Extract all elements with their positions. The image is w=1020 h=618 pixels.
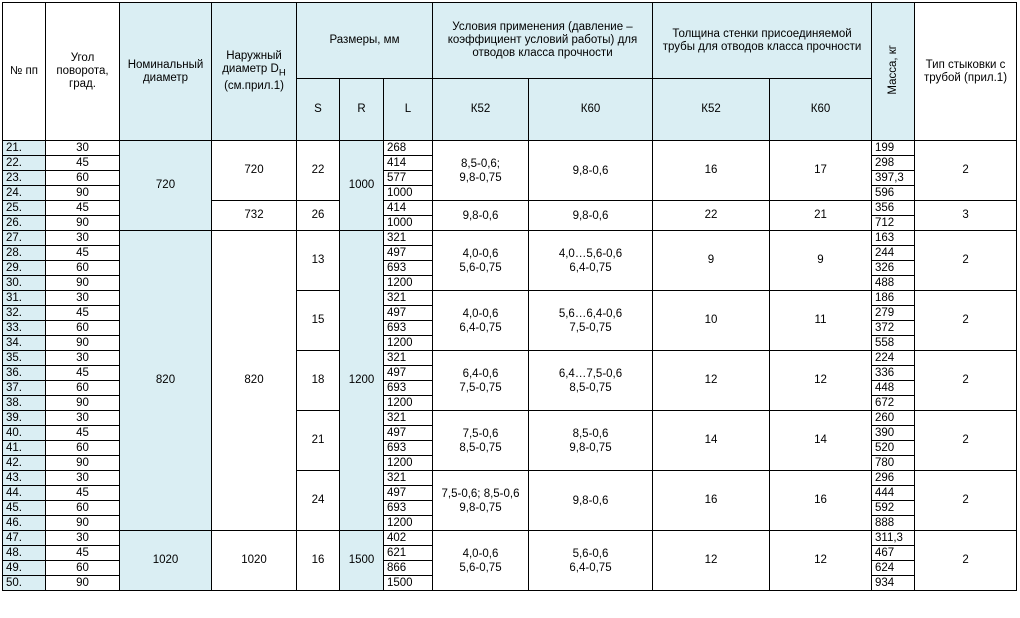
mass-cell: 712 xyxy=(872,216,915,231)
row-number: 22. xyxy=(3,156,46,171)
row-number: 49. xyxy=(3,561,46,576)
mass-cell: 296 xyxy=(872,471,915,486)
thick-k60-cell: 9 xyxy=(770,231,872,291)
table-row xyxy=(3,531,1017,546)
l-cell: 1200 xyxy=(384,456,433,471)
mass-cell: 326 xyxy=(872,261,915,276)
s-cell: 18 xyxy=(297,351,340,411)
row-number: 24. xyxy=(3,186,46,201)
cond-k60-cell: 6,4…7,5-0,6 8,5-0,75 xyxy=(529,351,653,411)
thick-k52-cell: 16 xyxy=(653,141,770,201)
nominal-diameter-cell: 820 xyxy=(120,231,212,531)
l-cell: 1200 xyxy=(384,516,433,531)
r-cell: 1500 xyxy=(340,531,384,591)
header-sizes: Размеры, мм xyxy=(297,3,433,79)
row-number: 48. xyxy=(3,546,46,561)
l-cell: 1200 xyxy=(384,396,433,411)
thick-k52-cell: 12 xyxy=(653,531,770,591)
cond-k52-cell: 4,0-0,6 5,6-0,75 xyxy=(433,531,529,591)
angle-cell: 45 xyxy=(46,246,120,261)
thick-k60-cell: 21 xyxy=(770,201,872,231)
r-cell: 1200 xyxy=(340,231,384,531)
header-thick-k52: К52 xyxy=(653,79,770,141)
angle-cell: 90 xyxy=(46,396,120,411)
table-row xyxy=(3,141,1017,156)
row-number: 23. xyxy=(3,171,46,186)
mass-cell: 558 xyxy=(872,336,915,351)
mass-cell: 279 xyxy=(872,306,915,321)
joint-type-cell: 3 xyxy=(915,201,1017,231)
header-r: R xyxy=(340,79,384,141)
l-cell: 693 xyxy=(384,381,433,396)
mass-cell: 298 xyxy=(872,156,915,171)
joint-type-cell: 2 xyxy=(915,471,1017,531)
cond-k60-cell: 9,8-0,6 xyxy=(529,141,653,201)
thick-k52-cell: 12 xyxy=(653,351,770,411)
cond-k60-cell: 9,8-0,6 xyxy=(529,471,653,531)
l-cell: 621 xyxy=(384,546,433,561)
angle-cell: 90 xyxy=(46,576,120,591)
l-cell: 414 xyxy=(384,201,433,216)
mass-cell: 390 xyxy=(872,426,915,441)
joint-type-cell: 2 xyxy=(915,141,1017,201)
l-cell: 866 xyxy=(384,561,433,576)
cond-k60-cell: 9,8-0,6 xyxy=(529,201,653,231)
outer-diameter-cell: 720 xyxy=(212,141,297,201)
cond-k52-cell: 7,5-0,6 8,5-0,75 xyxy=(433,411,529,471)
angle-cell: 45 xyxy=(46,201,120,216)
thick-k52-cell: 16 xyxy=(653,471,770,531)
angle-cell: 30 xyxy=(46,411,120,426)
angle-cell: 45 xyxy=(46,486,120,501)
row-number: 40. xyxy=(3,426,46,441)
mass-cell: 448 xyxy=(872,381,915,396)
mass-cell: 592 xyxy=(872,501,915,516)
l-cell: 497 xyxy=(384,366,433,381)
row-number: 26. xyxy=(3,216,46,231)
mass-cell: 244 xyxy=(872,246,915,261)
cond-k52-cell: 4,0-0,6 6,4-0,75 xyxy=(433,291,529,351)
cond-k52-cell: 7,5-0,6; 8,5-0,6 9,8-0,75 xyxy=(433,471,529,531)
mass-cell: 163 xyxy=(872,231,915,246)
s-cell: 21 xyxy=(297,411,340,471)
mass-cell: 336 xyxy=(872,366,915,381)
joint-type-cell: 2 xyxy=(915,231,1017,291)
thick-k60-cell: 16 xyxy=(770,471,872,531)
mass-cell: 934 xyxy=(872,576,915,591)
s-cell: 26 xyxy=(297,201,340,231)
mass-cell: 780 xyxy=(872,456,915,471)
angle-cell: 45 xyxy=(46,546,120,561)
angle-cell: 30 xyxy=(46,141,120,156)
mass-cell: 397,3 xyxy=(872,171,915,186)
angle-cell: 60 xyxy=(46,501,120,516)
thick-k60-cell: 11 xyxy=(770,291,872,351)
header-thick-k60: К60 xyxy=(770,79,872,141)
row-number: 44. xyxy=(3,486,46,501)
row-number: 32. xyxy=(3,306,46,321)
mass-cell: 488 xyxy=(872,276,915,291)
angle-cell: 45 xyxy=(46,366,120,381)
s-cell: 24 xyxy=(297,471,340,531)
l-cell: 497 xyxy=(384,426,433,441)
angle-cell: 45 xyxy=(46,426,120,441)
header-no: № пп xyxy=(3,3,46,141)
row-number: 33. xyxy=(3,321,46,336)
s-cell: 22 xyxy=(297,141,340,201)
header-conditions: Условия применения (давление – коэффициент условий работы) для отводов класса прочности xyxy=(433,3,653,79)
angle-cell: 60 xyxy=(46,561,120,576)
row-number: 28. xyxy=(3,246,46,261)
row-number: 35. xyxy=(3,351,46,366)
row-number: 42. xyxy=(3,456,46,471)
row-number: 36. xyxy=(3,366,46,381)
s-cell: 15 xyxy=(297,291,340,351)
header-angle: Угол поворота, град. xyxy=(46,3,120,141)
thick-k60-cell: 14 xyxy=(770,411,872,471)
l-cell: 577 xyxy=(384,171,433,186)
l-cell: 321 xyxy=(384,471,433,486)
row-number: 45. xyxy=(3,501,46,516)
thick-k52-cell: 22 xyxy=(653,201,770,231)
header-wall-thickness: Толщина стенки присоединяемой трубы для отводов класса прочности xyxy=(653,3,872,79)
angle-cell: 90 xyxy=(46,216,120,231)
thick-k60-cell: 12 xyxy=(770,351,872,411)
l-cell: 1500 xyxy=(384,576,433,591)
angle-cell: 60 xyxy=(46,381,120,396)
angle-cell: 90 xyxy=(46,456,120,471)
angle-cell: 45 xyxy=(46,306,120,321)
joint-type-cell: 2 xyxy=(915,411,1017,471)
mass-cell: 356 xyxy=(872,201,915,216)
angle-cell: 90 xyxy=(46,516,120,531)
mass-cell: 596 xyxy=(872,186,915,201)
angle-cell: 30 xyxy=(46,531,120,546)
angle-cell: 60 xyxy=(46,171,120,186)
cond-k52-cell: 8,5-0,6; 9,8-0,75 xyxy=(433,141,529,201)
fittings-table xyxy=(2,2,1017,591)
cond-k60-cell: 4,0…5,6-0,6 6,4-0,75 xyxy=(529,231,653,291)
angle-cell: 60 xyxy=(46,441,120,456)
l-cell: 497 xyxy=(384,246,433,261)
row-number: 29. xyxy=(3,261,46,276)
s-cell: 13 xyxy=(297,231,340,291)
mass-cell: 186 xyxy=(872,291,915,306)
row-number: 30. xyxy=(3,276,46,291)
row-number: 50. xyxy=(3,576,46,591)
row-number: 43. xyxy=(3,471,46,486)
angle-cell: 30 xyxy=(46,351,120,366)
cond-k60-cell: 5,6-0,6 6,4-0,75 xyxy=(529,531,653,591)
angle-cell: 60 xyxy=(46,321,120,336)
thick-k60-cell: 17 xyxy=(770,141,872,201)
thick-k52-cell: 9 xyxy=(653,231,770,291)
outer-diameter-cell: 820 xyxy=(212,231,297,531)
angle-cell: 90 xyxy=(46,336,120,351)
l-cell: 321 xyxy=(384,291,433,306)
outer-diameter-cell: 1020 xyxy=(212,531,297,591)
l-cell: 1000 xyxy=(384,216,433,231)
joint-type-cell: 2 xyxy=(915,291,1017,351)
angle-cell: 90 xyxy=(46,186,120,201)
l-cell: 693 xyxy=(384,441,433,456)
row-number: 37. xyxy=(3,381,46,396)
row-number: 31. xyxy=(3,291,46,306)
joint-type-cell: 2 xyxy=(915,351,1017,411)
l-cell: 414 xyxy=(384,156,433,171)
s-cell: 16 xyxy=(297,531,340,591)
header-l: L xyxy=(384,79,433,141)
mass-cell: 199 xyxy=(872,141,915,156)
row-number: 47. xyxy=(3,531,46,546)
thick-k60-cell: 12 xyxy=(770,531,872,591)
l-cell: 321 xyxy=(384,351,433,366)
l-cell: 321 xyxy=(384,231,433,246)
mass-cell: 260 xyxy=(872,411,915,426)
row-number: 39. xyxy=(3,411,46,426)
mass-cell: 624 xyxy=(872,561,915,576)
header-joint-type: Тип стыковки с трубой (прил.1) xyxy=(915,3,1017,141)
row-number: 27. xyxy=(3,231,46,246)
header-outer-diameter: Наружный диаметр $D_Н$ (см.прил.1) xyxy=(212,3,297,141)
angle-cell: 90 xyxy=(46,276,120,291)
cond-k52-cell: 6,4-0,6 7,5-0,75 xyxy=(433,351,529,411)
l-cell: 693 xyxy=(384,501,433,516)
l-cell: 497 xyxy=(384,306,433,321)
cond-k60-cell: 8,5-0,6 9,8-0,75 xyxy=(529,411,653,471)
angle-cell: 45 xyxy=(46,156,120,171)
mass-cell: 224 xyxy=(872,351,915,366)
mass-cell: 311,3 xyxy=(872,531,915,546)
thick-k52-cell: 14 xyxy=(653,411,770,471)
l-cell: 693 xyxy=(384,261,433,276)
l-cell: 268 xyxy=(384,141,433,156)
angle-cell: 30 xyxy=(46,471,120,486)
l-cell: 497 xyxy=(384,486,433,501)
l-cell: 693 xyxy=(384,321,433,336)
l-cell: 1200 xyxy=(384,276,433,291)
mass-cell: 444 xyxy=(872,486,915,501)
r-cell: 1000 xyxy=(340,141,384,231)
row-number: 25. xyxy=(3,201,46,216)
l-cell: 402 xyxy=(384,531,433,546)
l-cell: 1200 xyxy=(384,336,433,351)
row-number: 46. xyxy=(3,516,46,531)
outer-diameter-cell: 732 xyxy=(212,201,297,231)
row-number: 34. xyxy=(3,336,46,351)
joint-type-cell: 2 xyxy=(915,531,1017,591)
row-number: 21. xyxy=(3,141,46,156)
cond-k52-cell: 9,8-0,6 xyxy=(433,201,529,231)
mass-cell: 888 xyxy=(872,516,915,531)
row-number: 38. xyxy=(3,396,46,411)
cond-k60-cell: 5,6…6,4-0,6 7,5-0,75 xyxy=(529,291,653,351)
thick-k52-cell: 10 xyxy=(653,291,770,351)
mass-cell: 520 xyxy=(872,441,915,456)
mass-cell: 672 xyxy=(872,396,915,411)
l-cell: 1000 xyxy=(384,186,433,201)
cond-k52-cell: 4,0-0,6 5,6-0,75 xyxy=(433,231,529,291)
row-number: 41. xyxy=(3,441,46,456)
l-cell: 321 xyxy=(384,411,433,426)
angle-cell: 30 xyxy=(46,231,120,246)
header-s: S xyxy=(297,79,340,141)
mass-cell: 372 xyxy=(872,321,915,336)
header-mass: Масса, кг xyxy=(872,3,915,141)
nominal-diameter-cell: 720 xyxy=(120,141,212,231)
header-cond-k60: К60 xyxy=(529,79,653,141)
header-nominal-diameter: Номинальный диаметр xyxy=(120,3,212,141)
mass-cell: 467 xyxy=(872,546,915,561)
table-row xyxy=(3,231,1017,246)
header-cond-k52: К52 xyxy=(433,79,529,141)
angle-cell: 60 xyxy=(46,261,120,276)
nominal-diameter-cell: 1020 xyxy=(120,531,212,591)
angle-cell: 30 xyxy=(46,291,120,306)
